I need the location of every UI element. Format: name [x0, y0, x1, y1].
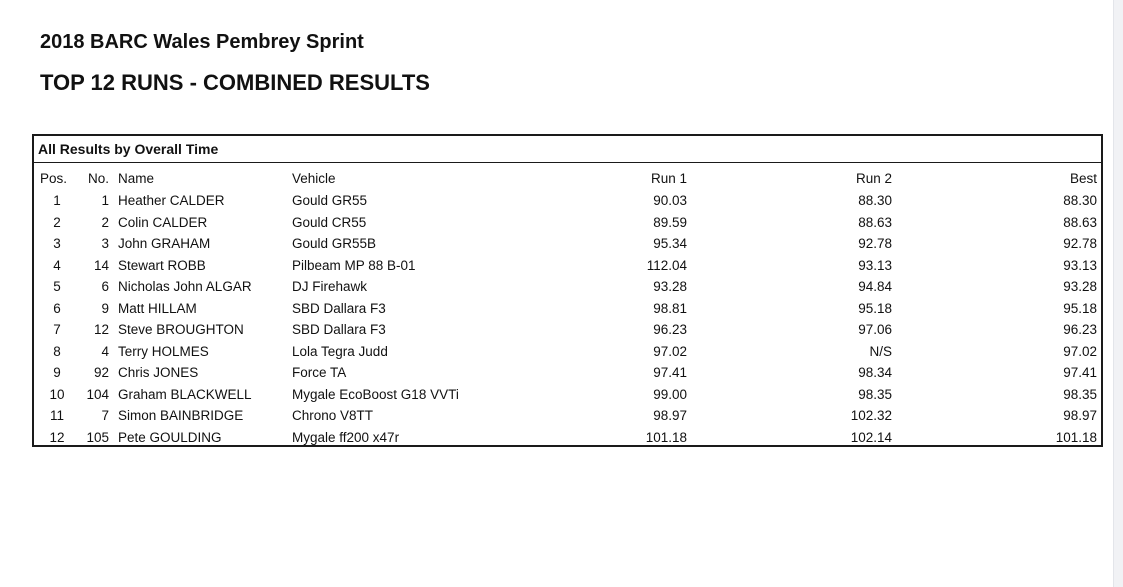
cell-vehicle: Gould GR55 — [292, 193, 368, 208]
column-header-best: Best — [1069, 171, 1097, 186]
cell-run2: 93.13 — [858, 257, 892, 273]
cell-no: 7 — [101, 408, 109, 423]
cell-run1: 90.03 — [653, 193, 687, 208]
table-row — [34, 212, 1101, 234]
cell-name: Simon BAINBRIDGE — [118, 408, 244, 423]
cell-name: Colin CALDER — [118, 214, 208, 230]
cell-vehicle: Lola Tegra Judd — [292, 343, 388, 359]
cell-run1: 101.18 — [645, 429, 687, 445]
cell-vehicle: Gould CR55 — [292, 214, 367, 230]
cell-pos: 1 — [53, 193, 61, 208]
table-row — [34, 405, 1101, 427]
table-row — [34, 319, 1101, 341]
cell-no: 12 — [93, 322, 109, 337]
cell-run2: 88.30 — [858, 193, 892, 208]
cell-vehicle: Mygale ff200 x47r — [292, 429, 400, 445]
table-row — [34, 190, 1101, 212]
column-header-vehicle: Vehicle — [292, 171, 336, 186]
cell-best: 98.97 — [1063, 408, 1097, 423]
cell-pos: 2 — [53, 214, 61, 230]
page-subtitle: TOP 12 RUNS - COMBINED RESULTS — [40, 70, 430, 95]
cell-name: Graham BLACKWELL — [118, 386, 252, 402]
cell-best: 96.23 — [1063, 322, 1097, 337]
column-header-run1: Run 1 — [650, 171, 687, 186]
table-row — [34, 341, 1101, 363]
cell-run1: 98.81 — [653, 300, 687, 316]
cell-run1: 99.00 — [653, 386, 687, 402]
cell-pos: 12 — [49, 429, 65, 445]
cell-name: John GRAHAM — [118, 236, 211, 251]
cell-no: 2 — [101, 214, 109, 230]
cell-pos: 5 — [53, 279, 61, 294]
cell-name: Heather CALDER — [118, 193, 225, 208]
cell-run1: 93.28 — [653, 279, 687, 294]
table-row — [34, 384, 1101, 406]
cell-no: 104 — [86, 386, 109, 402]
cell-name: Nicholas John ALGAR — [118, 279, 252, 294]
cell-pos: 6 — [53, 300, 61, 316]
cell-run2: 94.84 — [858, 279, 892, 294]
cell-run2: 98.35 — [858, 386, 892, 402]
cell-no: 9 — [101, 300, 109, 316]
cell-run2: 97.06 — [858, 322, 892, 337]
cell-best: 97.41 — [1063, 365, 1097, 380]
table-row — [34, 255, 1101, 277]
cell-run2: 102.32 — [850, 408, 892, 423]
cell-run2: 98.34 — [858, 365, 892, 380]
cell-run1: 89.59 — [653, 214, 687, 230]
column-header-run2: Run 2 — [855, 171, 892, 186]
cell-vehicle: Force TA — [292, 365, 347, 380]
cell-vehicle: Gould GR55B — [292, 236, 377, 251]
cell-name: Matt HILLAM — [118, 300, 197, 316]
cell-run1: 96.23 — [653, 322, 687, 337]
results-table — [32, 134, 1103, 447]
cell-run1: 98.97 — [653, 408, 687, 423]
table-body — [34, 190, 1101, 448]
cell-pos: 9 — [53, 365, 61, 380]
column-header-name: Name — [118, 171, 155, 186]
cell-run2: 102.14 — [850, 429, 892, 445]
table-row — [34, 233, 1101, 255]
cell-best: 98.35 — [1063, 386, 1097, 402]
table-row — [34, 427, 1101, 449]
cell-vehicle: Pilbeam MP 88 B-01 — [292, 257, 416, 273]
cell-no: 105 — [86, 429, 109, 445]
cell-vehicle: DJ Firehawk — [292, 279, 368, 294]
table-row — [34, 298, 1101, 320]
column-header-no: No. — [87, 171, 109, 186]
cell-best: 95.18 — [1063, 300, 1097, 316]
page-edge — [1113, 0, 1123, 587]
cell-no: 1 — [101, 193, 109, 208]
table-row — [34, 276, 1101, 298]
cell-run1: 112.04 — [646, 257, 687, 273]
cell-name: Steve BROUGHTON — [118, 322, 244, 337]
cell-pos: 3 — [53, 236, 61, 251]
cell-name: Stewart ROBB — [118, 257, 206, 273]
column-header-pos: Pos. — [40, 171, 68, 186]
cell-pos: 11 — [49, 408, 64, 423]
cell-run2: 95.18 — [858, 300, 892, 316]
cell-best: 101.18 — [1055, 429, 1097, 445]
cell-best: 88.63 — [1063, 214, 1097, 230]
cell-run1: 97.02 — [653, 343, 687, 359]
cell-best: 93.13 — [1063, 257, 1097, 273]
cell-best: 97.02 — [1063, 343, 1097, 359]
cell-run1: 97.41 — [653, 365, 687, 380]
cell-pos: 8 — [53, 343, 61, 359]
cell-name: Chris JONES — [118, 365, 199, 380]
cell-vehicle: Mygale EcoBoost G18 VVTi — [292, 386, 459, 402]
page-title: 2018 BARC Wales Pembrey Sprint — [40, 31, 364, 53]
cell-best: 88.30 — [1063, 193, 1097, 208]
cell-no: 92 — [93, 365, 109, 380]
cell-vehicle: Chrono V8TT — [292, 408, 374, 423]
cell-pos: 10 — [49, 386, 65, 402]
cell-no: 6 — [101, 279, 109, 294]
cell-best: 92.78 — [1063, 236, 1097, 251]
table-row — [34, 362, 1101, 384]
cell-no: 3 — [101, 236, 109, 251]
table-header-row — [34, 168, 1101, 190]
cell-run2: N/S — [869, 343, 892, 359]
cell-name: Pete GOULDING — [118, 429, 222, 445]
cell-name: Terry HOLMES — [118, 343, 209, 359]
cell-pos: 7 — [53, 322, 61, 337]
table-caption: All Results by Overall Time — [34, 136, 1101, 163]
cell-no: 4 — [101, 343, 109, 359]
cell-pos: 4 — [53, 257, 61, 273]
cell-no: 14 — [93, 257, 109, 273]
cell-run2: 92.78 — [858, 236, 892, 251]
cell-run1: 95.34 — [653, 236, 687, 251]
cell-run2: 88.63 — [858, 214, 892, 230]
cell-vehicle: SBD Dallara F3 — [292, 300, 386, 316]
cell-best: 93.28 — [1063, 279, 1097, 294]
cell-vehicle: SBD Dallara F3 — [292, 322, 386, 337]
